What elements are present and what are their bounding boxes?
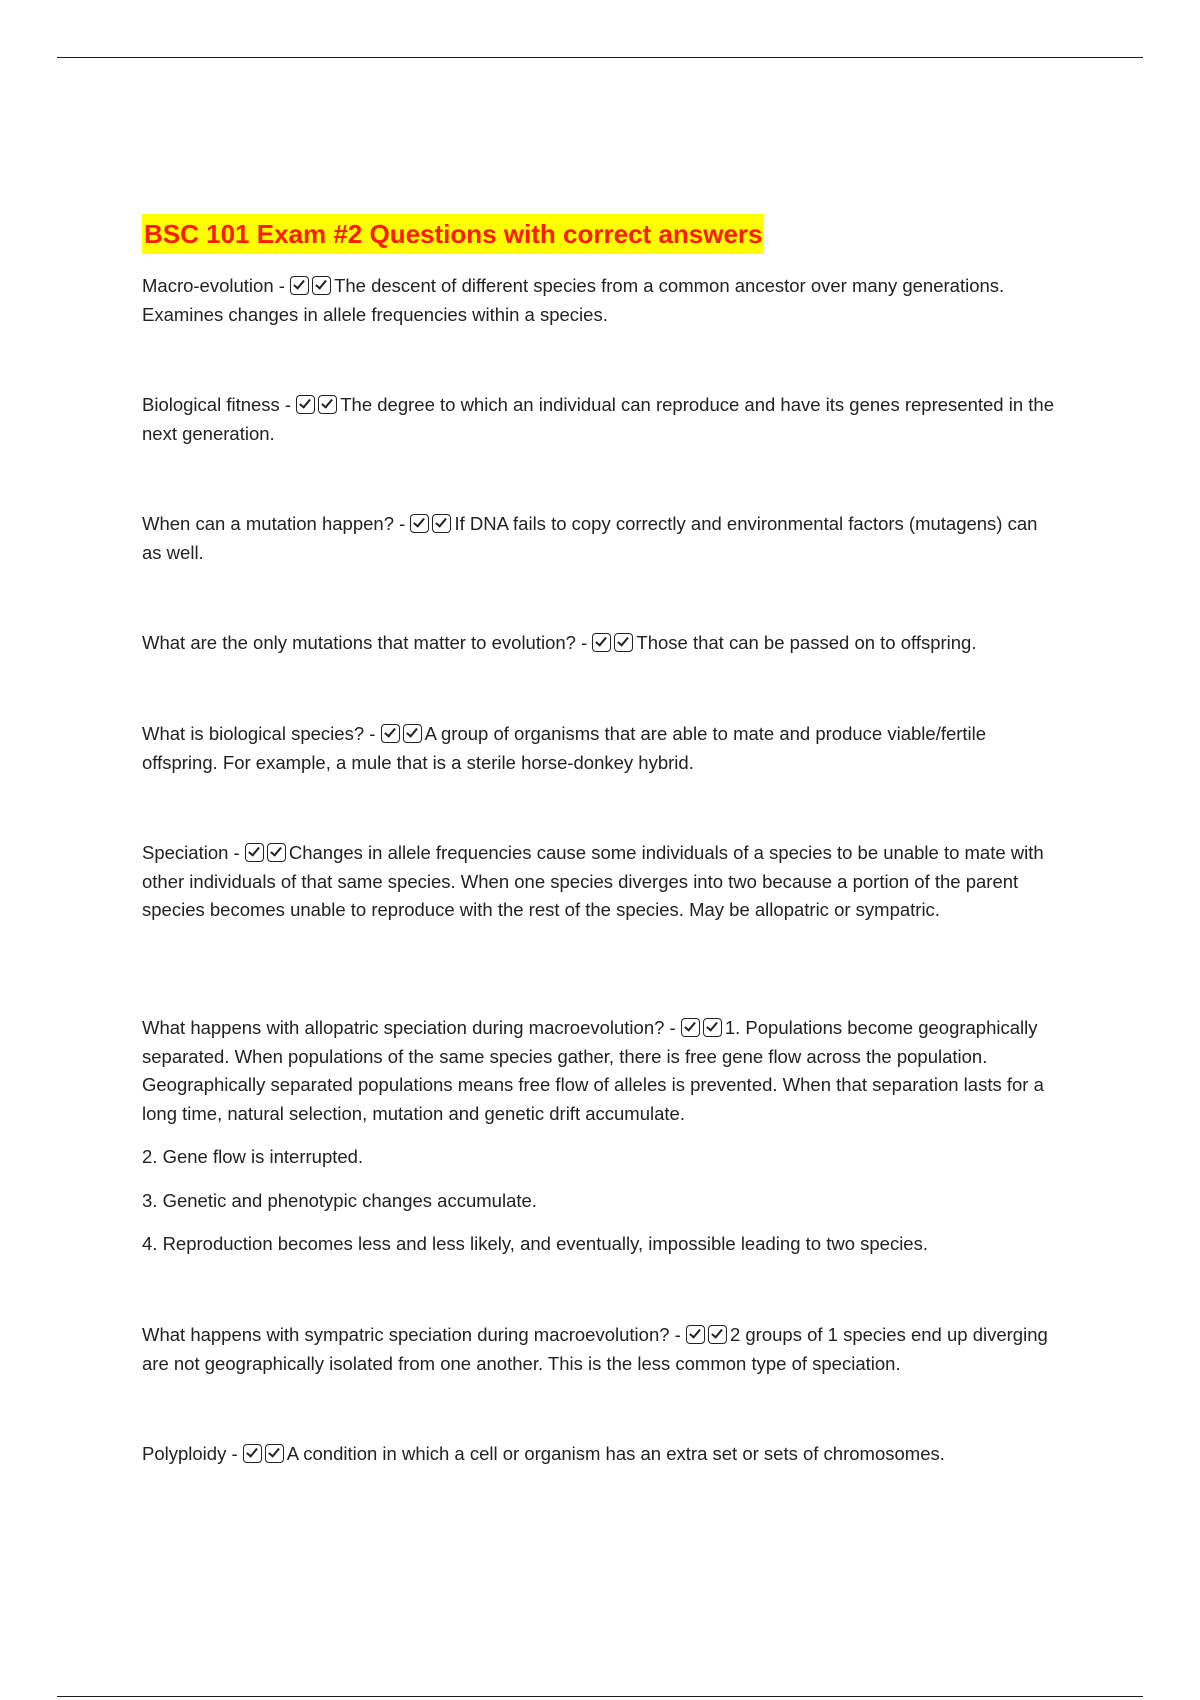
- qa-entry-sympatric: [142, 1321, 1062, 1378]
- question-text: When can a mutation happen? -: [142, 513, 406, 534]
- check-icon: [686, 1325, 705, 1344]
- check-icon: [245, 843, 264, 862]
- qa-entry-mutations-evolution: [142, 629, 1102, 658]
- check-icon: [432, 514, 451, 533]
- bottom-rule: [57, 1696, 1143, 1697]
- list-item: 4. Reproduction becomes less and less likely, and eventually, impossible leading to two species.: [142, 1233, 928, 1254]
- question-text: Macro-evolution -: [142, 275, 285, 296]
- qa-entry-mutation: [142, 510, 1062, 567]
- check-icon: [312, 276, 331, 295]
- answer-text: Changes in allele frequencies cause some individuals of a species to be unable to mate with other individuals of that same species. When one species diverges into two because a portion of the parent species becomes unable to reproduce with the rest of the species. May be allopatric or sympatric.: [142, 842, 1044, 920]
- check-icon: [403, 724, 422, 743]
- qa-text: [142, 629, 1102, 658]
- document-title: BSC 101 Exam #2 Questions with correct answers: [142, 214, 764, 254]
- qa-text: [142, 1014, 1062, 1128]
- qa-text: [142, 510, 1062, 567]
- check-icon: [381, 724, 400, 743]
- check-icon: [592, 633, 611, 652]
- list-item: 2. Gene flow is interrupted.: [142, 1146, 364, 1167]
- answer-text: 2 groups of 1 species end up diverging are not geographically isolated from one another. This is the less common type of speciation.: [142, 1324, 1048, 1374]
- qa-entry-biological-species: [142, 720, 1062, 777]
- check-icon: [410, 514, 429, 533]
- answer-text: If DNA fails to copy correctly and environmental factors (mutagens) can as well.: [142, 513, 1038, 563]
- qa-text: [142, 1440, 1062, 1469]
- check-icon: [267, 843, 286, 862]
- answer-text: Those that can be passed on to offspring.: [636, 632, 977, 653]
- check-icon: [243, 1444, 262, 1463]
- qa-text: [142, 720, 1062, 777]
- answer-text: The descent of different species from a common ancestor over many generations. Examines changes in allele frequencies within a species.: [142, 275, 1005, 325]
- qa-entry-polyploidy: [142, 1440, 1062, 1469]
- check-icon: [296, 395, 315, 414]
- check-icon: [318, 395, 337, 414]
- list-item: 3. Genetic and phenotypic changes accumulate.: [142, 1189, 537, 1211]
- question-text: Biological fitness -: [142, 394, 292, 415]
- top-rule: [57, 57, 1143, 58]
- answer-text: 1. Populations become geographically separated. When populations of the same species gather, there is free gene flow across the population. Geographically separated populations means free flow of alleles is prevented. When that separation lasts for a long time, natural selection, mutation and genetic drift accumulate.: [142, 1017, 1044, 1124]
- qa-text: [142, 839, 1062, 925]
- qa-entry-allopatric: [142, 1014, 1062, 1259]
- qa-entry-macro-evolution: [142, 272, 1062, 329]
- question-text: Speciation -: [142, 842, 240, 863]
- question-text: What are the only mutations that matter to evolution? -: [142, 632, 588, 653]
- check-icon: [614, 633, 633, 652]
- qa-text: [142, 391, 1062, 448]
- qa-text: [142, 1321, 1062, 1378]
- answer-text: A group of organisms that are able to mate and produce viable/fertile offspring. For example, a mule that is a sterile horse-donkey hybrid.: [142, 723, 987, 773]
- check-icon: [290, 276, 309, 295]
- qa-text: [142, 272, 1062, 329]
- answer-text: The degree to which an individual can reproduce and have its genes represented in the next generation.: [142, 394, 1054, 444]
- check-icon: [703, 1018, 722, 1037]
- question-text: Polyploidy -: [142, 1443, 238, 1464]
- qa-entry-speciation: [142, 839, 1062, 925]
- question-text: What happens with allopatric speciation during macroevolution? -: [142, 1017, 676, 1038]
- check-icon: [708, 1325, 727, 1344]
- question-text: What happens with sympatric speciation during macroevolution? -: [142, 1324, 681, 1345]
- check-icon: [265, 1444, 284, 1463]
- answer-text: A condition in which a cell or organism has an extra set or sets of chromosomes.: [286, 1443, 945, 1464]
- check-icon: [681, 1018, 700, 1037]
- qa-entry-biological-fitness: [142, 391, 1062, 448]
- question-text: What is biological species? -: [142, 723, 376, 744]
